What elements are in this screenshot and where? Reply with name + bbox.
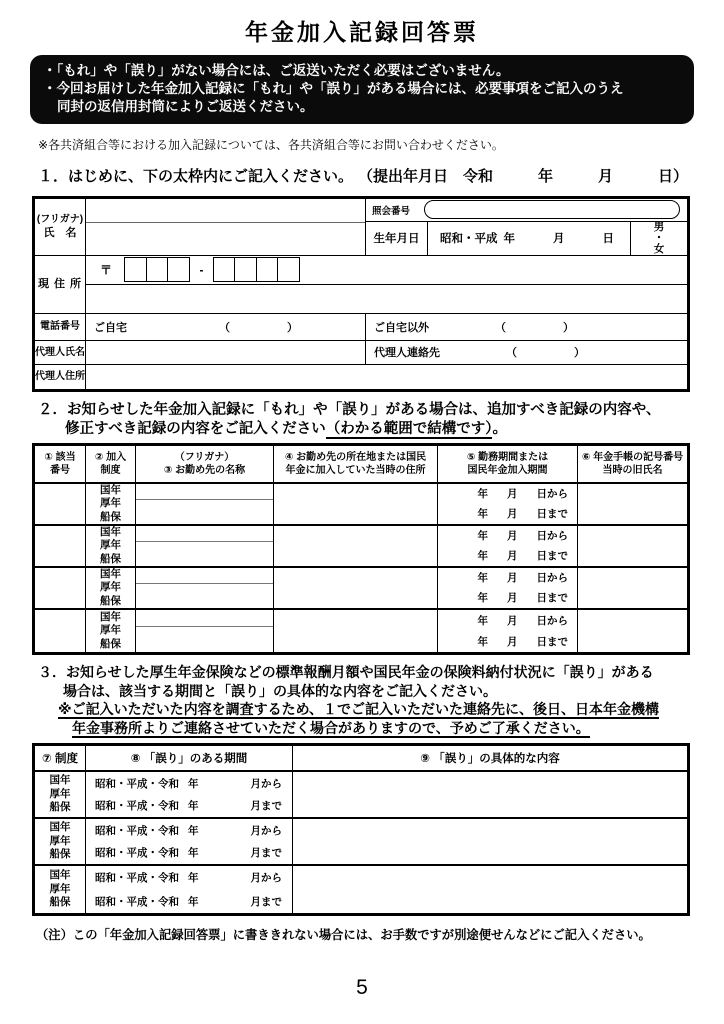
phone-label: 電話番号: [40, 321, 80, 333]
system-select-cell[interactable]: 国年 厚年 船保: [86, 568, 136, 608]
table3-row: [35, 819, 687, 866]
furigana-input[interactable]: [86, 199, 365, 223]
era-options-label[interactable]: 昭和・平成: [440, 233, 498, 246]
section2-heading-period: 。: [492, 420, 507, 437]
name-input[interactable]: [86, 223, 365, 255]
system-select-cell[interactable]: 国年 厚年 船保: [86, 610, 136, 652]
inquiry-number-row: [366, 199, 687, 222]
birth-date-label: 生年月日: [366, 222, 428, 255]
notice-line-2: ・今回お届けした年金加入記録に「もれ」や「誤り」がある場合には、必要事項をご記入のうえ: [43, 81, 624, 97]
header-workplace-address: ④ お勤め先の所在地または国民 年金に加入していた当時の住所: [274, 446, 438, 482]
kyosai-union-note: ※各共済組合等における加入記録については、各共済組合等にお問い合わせください。: [38, 137, 504, 152]
postal-mark: 〒: [100, 263, 113, 278]
table3-header-row: [35, 746, 687, 772]
postal-code-boxes-3: [124, 257, 189, 282]
agent-contact-paren: （ ）: [506, 347, 591, 360]
header-entry-number: ① 該当 番号: [35, 446, 86, 482]
header-workplace-name: （フリガナ） ③ お勤め先の名称: [136, 446, 274, 482]
section1-heading: １．はじめに、下の太枠内にご記入ください。: [38, 167, 354, 185]
workplace-name-cell[interactable]: [136, 568, 274, 608]
header-system2: ⑦ 制度: [35, 746, 86, 770]
header-error-detail: ⑨ 「誤り」の具体的な内容: [420, 752, 560, 765]
notice-line-3: 同封の返信用封筒によりご返送ください。: [57, 99, 314, 115]
system-select-cell[interactable]: 国年 厚年 船保: [35, 819, 86, 864]
month-unit-label: 月: [553, 233, 565, 246]
phone-label-cell: [35, 314, 86, 340]
workplace-name-input[interactable]: [136, 584, 273, 608]
system-select-cell[interactable]: 国年 厚年 船保: [35, 866, 86, 913]
phone-home-input[interactable]: [86, 314, 366, 340]
phone-other-input[interactable]: [366, 314, 687, 340]
error-detail-cell[interactable]: [293, 819, 687, 864]
error-detail-cell[interactable]: [293, 772, 687, 817]
section3-heading: [30, 663, 694, 738]
postal-code-box[interactable]: [146, 257, 169, 282]
header-work-period: ⑤ 勤務期間または 国民年金加入期間: [438, 446, 578, 482]
error-detail-table: [32, 743, 690, 916]
inquiry-birth-column: [366, 199, 687, 255]
agent-name-label-cell: [35, 341, 86, 364]
work-period-cell[interactable]: 年 月 日から 年 月 日まで: [438, 568, 578, 608]
workplace-furigana-input[interactable]: [136, 526, 273, 542]
system-select-cell[interactable]: 国年 厚年 船保: [35, 772, 86, 817]
postal-code-box[interactable]: [277, 257, 300, 282]
work-period-cell[interactable]: 年 月 日から 年 月 日まで: [438, 526, 578, 566]
postal-code-box[interactable]: [234, 257, 257, 282]
inquiry-number-input[interactable]: [424, 200, 680, 219]
notice-box: [30, 55, 694, 124]
section3-heading-line2: 場合は、該当する期間と「誤り」の具体的な内容をご記入ください。: [63, 682, 497, 699]
postal-code-box[interactable]: [213, 257, 236, 282]
notebook-number-cell[interactable]: [578, 610, 687, 652]
address-label-cell: [35, 256, 86, 313]
entry-number-cell[interactable]: [35, 484, 86, 524]
gender-male-label[interactable]: 男: [653, 220, 665, 233]
table3-row: [35, 866, 687, 913]
entry-number-cell[interactable]: [35, 568, 86, 608]
table2-header-row: [35, 446, 687, 484]
day-unit-label: 日: [602, 233, 614, 246]
workplace-address-cell[interactable]: [274, 568, 438, 608]
phone-other-paren: （ ）: [495, 321, 580, 334]
work-period-cell[interactable]: 年 月 日から 年 月 日まで: [438, 484, 578, 524]
birth-date-row: [366, 222, 687, 255]
header-system: ② 加入 制度: [86, 446, 136, 482]
header-notebook-number: ⑥ 年金手帳の記号番号 当時の旧氏名: [581, 451, 684, 476]
page-number: 5: [356, 975, 368, 999]
gender-select-cell[interactable]: [631, 222, 687, 255]
workplace-name-input[interactable]: [136, 500, 273, 524]
section1-heading-row: [30, 165, 694, 185]
address-input-column: [86, 256, 687, 313]
workplace-name-input[interactable]: [136, 627, 273, 652]
submit-date-label: （提出年月日 令和 年 月 日）: [357, 167, 688, 185]
record-correction-table: [32, 443, 690, 655]
entry-number-cell[interactable]: [35, 526, 86, 566]
workplace-address-cell[interactable]: [274, 526, 438, 566]
table2-row: [35, 568, 687, 610]
workplace-furigana-input[interactable]: [136, 610, 273, 627]
postal-code-box[interactable]: [256, 257, 279, 282]
agent-name-input[interactable]: [86, 341, 366, 364]
error-period-cell[interactable]: 昭和・平成・令和 年 月から 昭和・平成・令和 年 月まで: [86, 819, 293, 864]
section2-heading-line1: ２．お知らせした年金加入記録に「もれ」や「誤り」がある場合は、追加すべき記録の内容や、: [38, 401, 661, 418]
table3-row: [35, 772, 687, 819]
system-select-cell[interactable]: 国年 厚年 船保: [86, 526, 136, 566]
phone-home-paren: （ ）: [219, 321, 304, 334]
notice-line-1: ・「もれ」や「誤り」がない場合には、ご返送いただく必要はございません。: [43, 63, 510, 78]
notebook-number-cell[interactable]: [578, 484, 687, 524]
name-label-cell: [35, 199, 86, 255]
postal-code-row: [86, 256, 687, 285]
section2-heading-underlined: （わかる範囲で結構です）: [325, 420, 493, 437]
address-input[interactable]: [86, 285, 687, 313]
agent-address-label: 代理人住所: [35, 371, 85, 383]
section3-note-line1: ※ご記入いただいた内容を調査するため、１でご記入いただいた連絡先に、後日、日本年金機構: [58, 701, 660, 718]
personal-info-table: [32, 196, 690, 392]
year-unit-label: 年: [503, 233, 515, 246]
gender-female-label[interactable]: 女: [653, 242, 665, 255]
agent-address-input[interactable]: [86, 365, 687, 389]
postal-code-box[interactable]: [167, 257, 190, 282]
section3-note-line2: 年金事務所よりご連絡させていただく場合がありますので、予めご了承ください。: [72, 720, 590, 737]
agent-contact-input[interactable]: [366, 341, 687, 364]
workplace-name-cell[interactable]: [136, 526, 274, 566]
section2-heading-line2-pre: 修正すべき記録の内容をご記入ください: [65, 420, 326, 437]
entry-number-cell[interactable]: [35, 610, 86, 652]
work-period-cell[interactable]: 年 月 日から 年 月 日まで: [438, 610, 578, 652]
notebook-number-cell[interactable]: [578, 568, 687, 608]
error-period-cell[interactable]: 昭和・平成・令和 年 月から 昭和・平成・令和 年 月まで: [86, 866, 293, 913]
system-select-cell[interactable]: 国年 厚年 船保: [86, 484, 136, 524]
table2-row: [35, 526, 687, 568]
gender-separator: ・: [653, 231, 665, 244]
table2-row: [35, 484, 687, 526]
workplace-name-cell[interactable]: [136, 484, 274, 524]
agent-contact-label: 代理人連絡先: [374, 347, 440, 360]
postal-code-box[interactable]: [124, 257, 147, 282]
workplace-furigana-input[interactable]: [136, 568, 273, 584]
workplace-address-cell[interactable]: [274, 484, 438, 524]
address-label: 現 住 所: [37, 278, 83, 290]
section2-heading-line2: [38, 420, 694, 439]
phone-other-label: ご自宅以外: [374, 321, 429, 334]
agent-name-label: 代理人氏名: [35, 346, 85, 358]
agent-address-label-cell: [35, 365, 86, 389]
error-period-cell[interactable]: 昭和・平成・令和 年 月から 昭和・平成・令和 年 月まで: [86, 772, 293, 817]
workplace-furigana-input[interactable]: [136, 484, 273, 500]
furigana-label: (フリガナ): [36, 214, 84, 225]
bottom-note: （注）この「年金加入記録回答票」に書ききれない場合には、お手数ですが別途便せんなどにご記入ください。: [36, 927, 651, 942]
phone-home-label: ご自宅: [94, 321, 127, 334]
notebook-number-cell[interactable]: [578, 526, 687, 566]
section3-heading-line1: ３．お知らせした厚生年金保険などの標準報酬月額や国民年金の保険料納付状況に「誤り」がある: [38, 663, 654, 680]
table2-row: [35, 610, 687, 652]
header-error-period: ⑧ 「誤り」のある期間: [86, 746, 293, 770]
name-input-column: [86, 199, 366, 255]
page-title: 年金加入記録回答票: [245, 19, 479, 45]
workplace-address-cell[interactable]: [274, 610, 438, 652]
error-detail-cell[interactable]: [293, 866, 687, 913]
inquiry-number-label: 照会番号: [372, 205, 411, 217]
name-label: 氏 名: [43, 227, 77, 239]
section2-heading: [30, 401, 694, 439]
postal-code-boxes-4: [213, 257, 299, 282]
workplace-name-input[interactable]: [136, 542, 273, 566]
postal-dash: -: [199, 262, 204, 277]
workplace-name-cell[interactable]: [136, 610, 274, 652]
birth-date-input[interactable]: [428, 222, 631, 255]
